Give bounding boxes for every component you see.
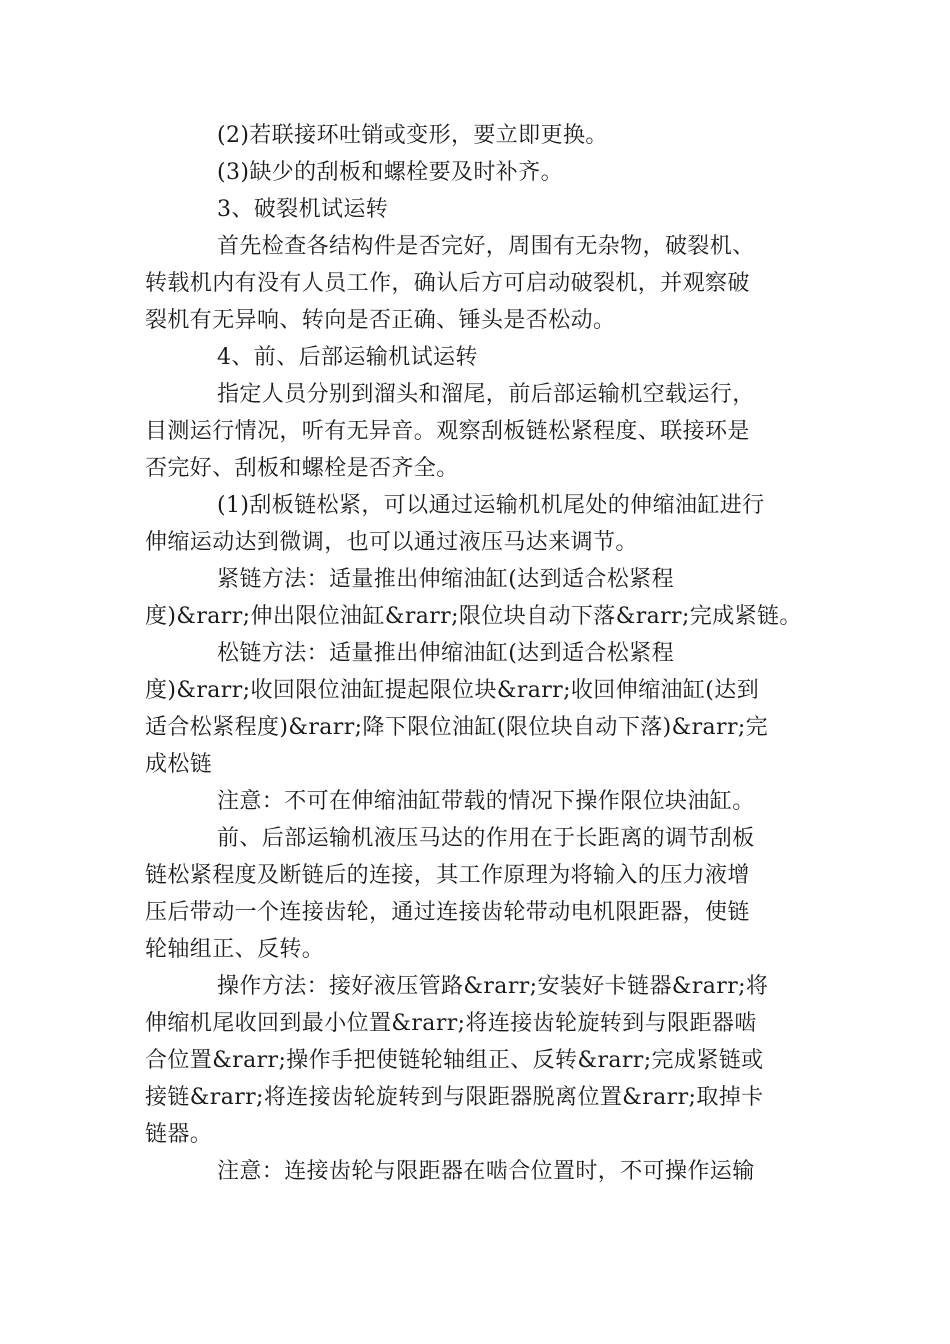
text-line: 裂机有无异响、转向是否正确、锤头是否松动。 [145, 308, 616, 333]
text-line: 注意：不可在伸缩油缸带载的情况下操作限位块油缸。 [217, 789, 755, 814]
text-line: 伸缩机尾收回到最小位置&rarr;将连接齿轮旋转到与限距器啮 [145, 1011, 757, 1036]
text-line: 链器。 [145, 1122, 213, 1147]
text-line: 操作方法：接好液压管路&rarr;安装好卡链器&rarr;将 [217, 974, 769, 999]
text-line: (3)缺少的刮板和螺栓要及时补齐。 [217, 160, 563, 185]
document-body [145, 117, 825, 1190]
text-line: 首先检查各结构件是否完好，周围有无杂物，破裂机、 [217, 234, 755, 259]
text-line: 否完好、刮板和螺栓是否齐全。 [145, 456, 459, 481]
text-line: 前、后部运输机液压马达的作用在于长距离的调节刮板 [217, 826, 755, 851]
text-line: 指定人员分别到溜头和溜尾，前后部运输机空载运行， [217, 382, 755, 407]
text-line: 松链方法：适量推出伸缩油缸(达到适合松紧程 [217, 641, 674, 666]
text-line: 度)&rarr;收回限位油缸提起限位块&rarr;收回伸缩油缸(达到 [145, 678, 760, 703]
text-line: (2)若联接环吐销或变形，要立即更换。 [217, 123, 608, 148]
text-line: 3、破裂机试运转 [217, 197, 389, 222]
text-line: 接链&rarr;将连接齿轮旋转到与限距器脱离位置&rarr;取掉卡 [145, 1085, 764, 1110]
text-line: 转载机内有没有人员工作，确认后方可启动破裂机，并观察破 [145, 271, 750, 296]
text-line: 轮轴组正、反转。 [145, 937, 325, 962]
text-line: 度)&rarr;伸出限位油缸&rarr;限位块自动下落&rarr;完成紧链。 [145, 604, 802, 629]
text-line: 4、前、后部运输机试运转 [217, 345, 478, 370]
text-line: 适合松紧程度)&rarr;降下限位油缸(限位块自动下落)&rarr;完 [145, 715, 769, 740]
text-line: 注意：连接齿轮与限距器在啮合位置时，不可操作运输 [217, 1159, 755, 1184]
text-line: 伸缩运动达到微调，也可以通过液压马达来调节。 [145, 530, 638, 555]
text-line: 成松链 [145, 752, 213, 777]
text-line: 合位置&rarr;操作手把使链轮轴组正、反转&rarr;完成紧链或 [145, 1048, 764, 1073]
text-line: 压后带动一个连接齿轮，通过连接齿轮带动电机限距器，使链 [145, 900, 750, 925]
text-line: (1)刮板链松紧，可以通过运输机机尾处的伸缩油缸进行 [217, 493, 765, 518]
text-line: 目测运行情况，听有无异音。观察刮板链松紧程度、联接环是 [145, 419, 750, 444]
text-line: 紧链方法：适量推出伸缩油缸(达到适合松紧程 [217, 567, 674, 592]
text-line: 链松紧程度及断链后的连接，其工作原理为将输入的压力液增 [145, 863, 750, 888]
